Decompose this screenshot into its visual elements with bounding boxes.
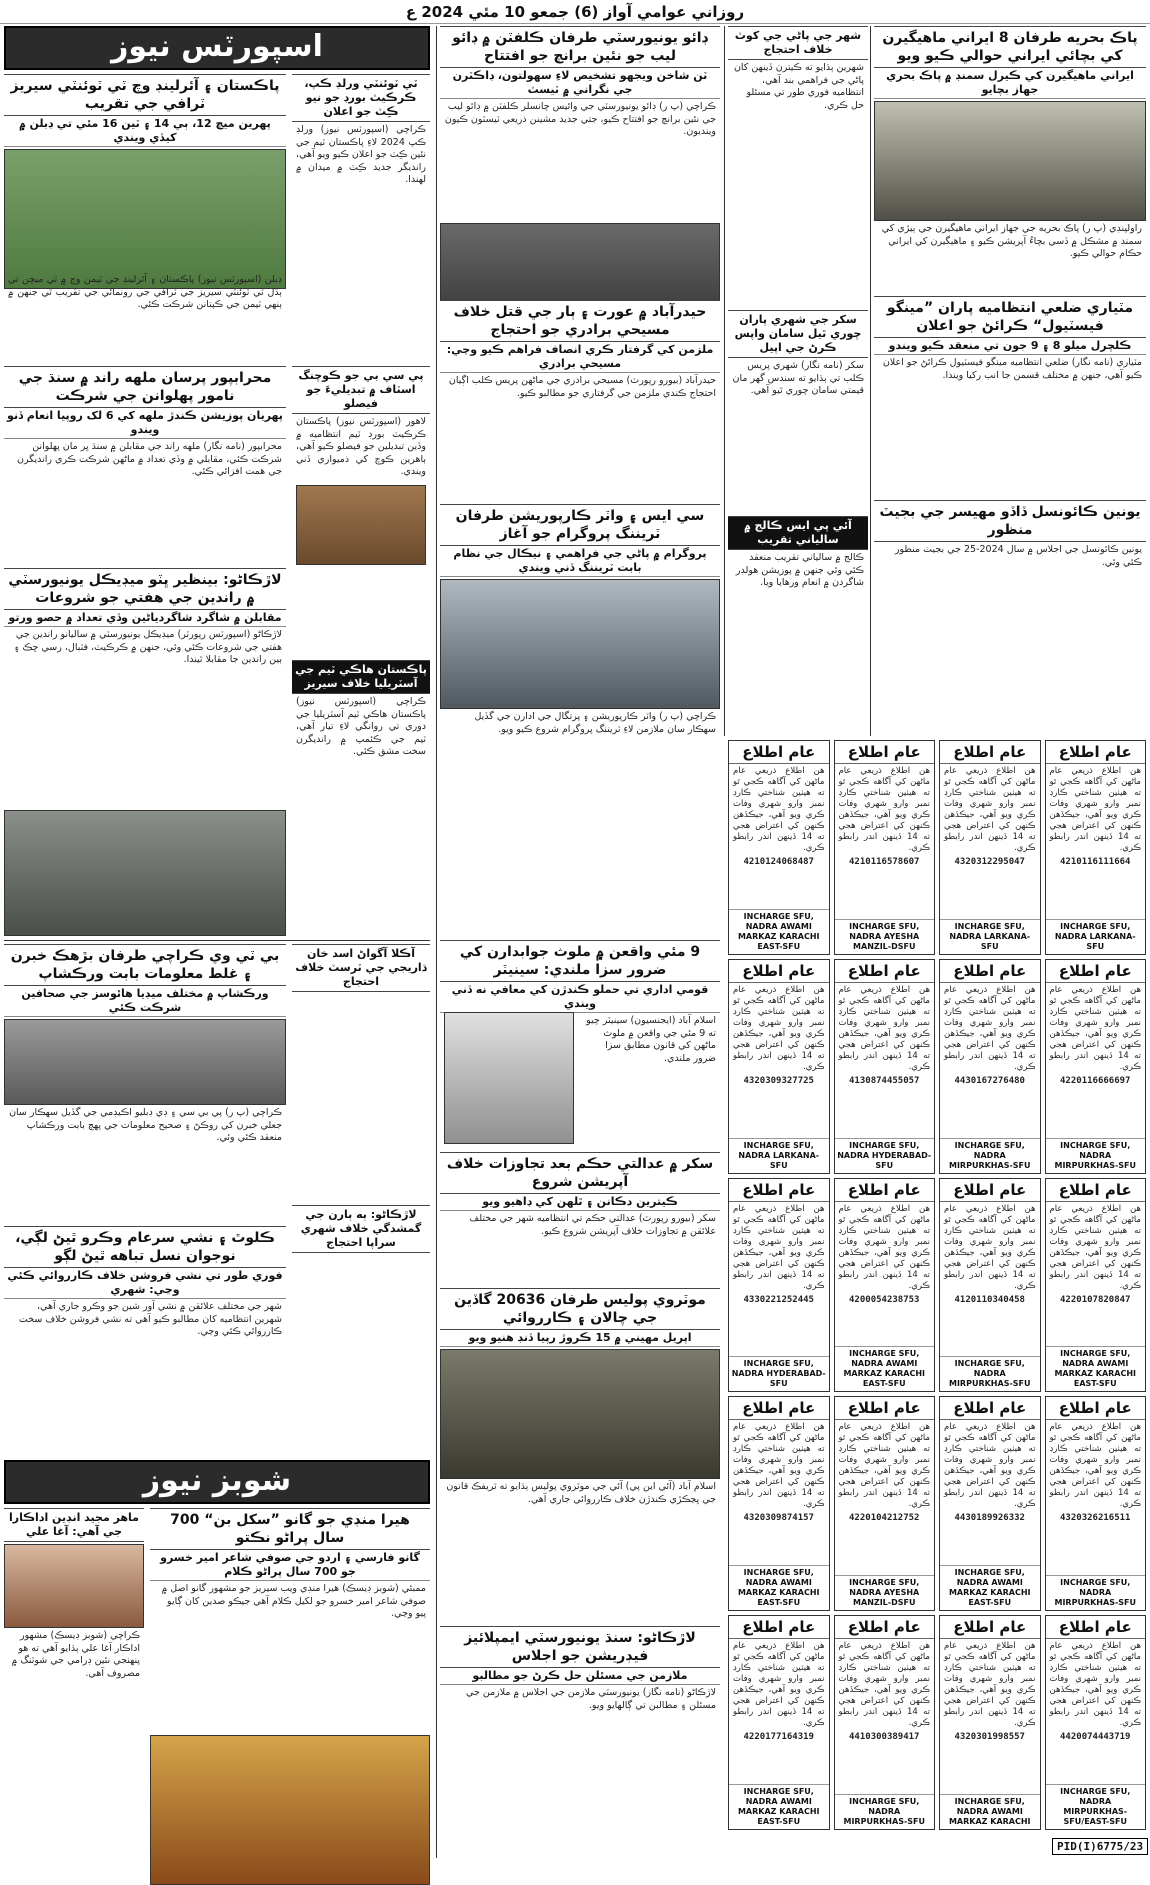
notice-body: [1046, 1420, 1146, 1583]
press-subhead: ورڪشاپ ۾ مختلف ميڊيا هائوسز جي صحافين شرڪت ڪئي: [4, 986, 286, 1017]
notice-footer: INCHARGE SFU, NADRA MIRPURKHAS-SFU: [835, 1794, 935, 1829]
sports-lead-body: [4, 272, 286, 364]
notice-title: عام اطلاع: [835, 1179, 935, 1202]
youth-body: شهر جي مختلف علائقن ۾ نشي آور شين جو وڪرو جاري آهي، شهرين انتظاميه کان مطالبو ڪيو آهي ته نشي فروشن خلاف سخت ڪارروائي ڪئي وڃي.: [18, 1301, 282, 1337]
notice-body: [1046, 1639, 1146, 1802]
right-r2-body: مٽياري (نامه نگار) ضلعي انتظاميه مينگو فيسٽيول ڪرائڻ جو اعلان ڪيو آهي، جنهن ۾ مختلف قسمن جا انب رکيا ويندا.: [882, 357, 1142, 381]
sports-story2: [4, 366, 286, 566]
notice-box: [834, 959, 936, 1174]
showbiz-side-article: [4, 1508, 144, 1856]
notice-body: [940, 1639, 1040, 1802]
notice-footer: INCHARGE SFU, NADRA LARKANA-SFU: [729, 1138, 829, 1173]
notice-body-text: هن اطلاع ذريعي عام ماڻهن کي آگاهه ڪجي ٿو ته هيٺين شناختي ڪارڊ نمبر وارو شهري وفات ڪري ويو آهي، جيڪڏهن ڪنهن کي اعتراض هجي ته 14 ڏينهن اندر رابطو ڪري.: [944, 1422, 1036, 1510]
sports-side2-body: لاهور (اسپورٽس نيوز) پاڪستان ڪرڪيٽ بورڊ ٽيم انتظاميه ۾ وڏين تبديلين جو فيصلو ڪيو آهي، ٻاهرين ڪوچ کي ذميواري ڏني ويندي.: [296, 416, 426, 477]
notice-footer: INCHARGE SFU, NADRA AYESHA MANZIL-DSFU: [835, 919, 935, 954]
notice-title: عام اطلاع: [940, 1616, 1040, 1639]
notice-box: [728, 740, 830, 955]
notice-cnic: 4320301998557: [954, 1732, 1025, 1743]
right-story1: [874, 26, 1146, 278]
notice-cnic: 4210116578607: [849, 857, 920, 867]
notice-body: [835, 1420, 935, 1583]
youth-article: [4, 1226, 286, 1456]
center-s5-headline: سکر ۾ عدالتي حڪم بعد تجاوزات خلاف آپريشن شروع: [440, 1152, 720, 1194]
notice-cnic: 4120110340458: [954, 1294, 1025, 1305]
notice-body-text: هن اطلاع ذريعي عام ماڻهن کي آگاهه ڪجي ٿو ته هيٺين شناختي ڪارڊ نمبر وارو شهري وفات ڪري ويو آهي، جيڪڏهن ڪنهن کي اعتراض هجي ته 14 ڏينهن اندر رابطو ڪري.: [733, 1203, 825, 1291]
center-s1-body: ڪراچي (پ ر) ڊائو يونيورسٽي جي وائيس چانسلر ڪلفٽن ۾ ڊائو ليب جي نئين برانچ جو افتتاح ڪيو، جتي جديد مشينن ذريعي ٽيسٽون ڪيون وينديون.: [444, 101, 716, 137]
notice-body-text: هن اطلاع ذريعي عام ماڻهن کي آگاهه ڪجي ٿو ته هيٺين شناختي ڪارڊ نمبر وارو شهري وفات ڪري ويو آهي، جيڪڏهن ڪنهن کي اعتراض هجي ته 14 ڏينهن اندر رابطو ڪري.: [733, 984, 825, 1072]
right-r2-headline: مٽياري ضلعي انتظاميه پاران ”مينگو فيسٽيول“ ڪرائڻ جو اعلان: [874, 296, 1146, 338]
column-rule: [436, 26, 437, 1858]
notice-body-text: هن اطلاع ذريعي عام ماڻهن کي آگاهه ڪجي ٿو ته هيٺين شناختي ڪارڊ نمبر وارو شهري وفات ڪري ويو آهي، جيڪڏهن ڪنهن کي اعتراض هجي ته 14 ڏينهن اندر رابطو ڪري.: [944, 766, 1036, 853]
notice-body: [1046, 1202, 1146, 1365]
right-r2-subhead: ڪلچرل ميلو 8 ۽ 9 جون تي منعقد ڪيو ويندو: [874, 338, 1146, 355]
press-photo: [4, 1019, 286, 1105]
notice-title: عام اطلاع: [1046, 1397, 1146, 1420]
middle-m1-body: شهرين ٻڌايو ته ڪيترن ڏينهن کان پاڻي جي فراهمي بند آهي، انتظاميه فوري طور تي مسئلو حل ڪري.: [733, 62, 864, 111]
notice-body: [835, 983, 935, 1146]
notice-body-text: هن اطلاع ذريعي عام ماڻهن کي آگاهه ڪجي ٿو ته هيٺين شناختي ڪارڊ نمبر وارو شهري وفات ڪري ويو آهي، جيڪڏهن ڪنهن کي اعتراض هجي ته 14 ڏينهن اندر رابطو ڪري.: [733, 766, 825, 853]
sports-story2-subhead: پهريان پوزيشن ڪندڙ ملهه کي 6 لک روپيا انعام ڏنو ويندو: [4, 408, 286, 439]
notice-box: [939, 1396, 1041, 1611]
notice-cnic: 4420074443719: [1060, 1732, 1131, 1743]
notice-footer: INCHARGE SFU, NADRA AWAMI MARKAZ KARACHI EAST-SFU: [1046, 1346, 1146, 1391]
notice-title: عام اطلاع: [835, 1397, 935, 1420]
center-story4: [440, 940, 720, 1150]
sports-side2-headline: پي سي بي جو ڪوچنگ اسٽاف ۾ تبديليءَ جو فيصلو: [292, 366, 430, 414]
pid-code: PID(I)6775/23: [1052, 1838, 1148, 1855]
notice-box: [1045, 1396, 1147, 1611]
mid-note2: [292, 1205, 430, 1285]
notice-footer: INCHARGE SFU, NADRA LARKANA-SFU: [1046, 919, 1146, 954]
notice-box: [939, 1615, 1041, 1830]
notice-body: [729, 1202, 829, 1365]
notice-box: [728, 1178, 830, 1393]
notice-cnic: 4430189926332: [954, 1513, 1025, 1524]
middle-story2: [728, 310, 868, 510]
notice-title: عام اطلاع: [729, 960, 829, 983]
showbiz-side-body: ڪراچي (شوبز ڊيسڪ) مشهور اداڪار آغا علي ٻڌايو آهي ته هو پنهنجي نئين ڊرامي جي شوٽنگ ۾ مصروف آهي.: [11, 1630, 140, 1679]
notice-title: عام اطلاع: [729, 1397, 829, 1420]
sports-side2-photo: [296, 485, 426, 565]
notice-title: عام اطلاع: [940, 1179, 1040, 1202]
notice-title: عام اطلاع: [835, 960, 935, 983]
notice-box: [1045, 1178, 1147, 1393]
center-s2-headline: حيدرآباد ۾ عورت ۽ ٻار جي قتل خلاف مسيحي برادري جو احتجاج: [440, 300, 720, 342]
notice-box: [834, 1615, 936, 1830]
center-s4-photo: [444, 1012, 574, 1144]
notice-body-text: هن اطلاع ذريعي عام ماڻهن کي آگاهه ڪجي ٿو ته هيٺين شناختي ڪارڊ نمبر وارو شهري وفات ڪري ويو آهي، جيڪڏهن ڪنهن کي اعتراض هجي ته 14 ڏينهن اندر رابطو ڪري.: [733, 1422, 825, 1510]
notice-footer: INCHARGE SFU, NADRA LARKANA-SFU: [940, 919, 1040, 954]
notice-box: [939, 1178, 1041, 1393]
center-s4-headline: 9 مئي واقعن ۾ ملوث جوابدارن کي ضرور سزا ملندي: سينيٽر: [440, 940, 720, 982]
notice-title: عام اطلاع: [1046, 1616, 1146, 1639]
notice-body: [729, 1420, 829, 1583]
notice-cnic: 4210124068487: [743, 857, 814, 867]
notice-title: عام اطلاع: [1046, 960, 1146, 983]
notice-cnic: 4220116666697: [1060, 1075, 1131, 1086]
mid-note2-headline: لاڙڪاڻو: ٻه ٻارن جي گمشدگي خلاف شهري سراپا احتجاج: [292, 1205, 430, 1253]
sports-side1-headline: ٽي ٽوئنٽي ورلڊ ڪپ، ڪرڪيٽ بورڊ جو نيو ڪِٽ جو اعلان: [292, 74, 430, 122]
center-story6: [440, 1288, 720, 1618]
notice-footer: INCHARGE SFU, NADRA AWAMI MARKAZ KARACHI EAST-SFU: [940, 1565, 1040, 1610]
notice-cnic: 4330221252445: [743, 1294, 814, 1305]
notice-footer: INCHARGE SFU, NADRA MIRPURKHAS-SFU: [1046, 1138, 1146, 1173]
center-s4-body: اسلام آباد (ايجنسيون) سينيٽر چيو ته 9 مئي جي واقعن ۾ ملوث ماڻهن کي قانون مطابق سزا ضرور ملندي.: [586, 1015, 716, 1064]
right-story2: [874, 296, 1146, 496]
sports-side2: [292, 366, 430, 656]
notice-body: [940, 764, 1040, 927]
notice-box: [939, 959, 1041, 1174]
column-rule: [724, 26, 725, 736]
notice-body-text: هن اطلاع ذريعي عام ماڻهن کي آگاهه ڪجي ٿو ته هيٺين شناختي ڪارڊ نمبر وارو شهري وفات ڪري ويو آهي، جيڪڏهن ڪنهن کي اعتراض هجي ته 14 ڏينهن اندر رابطو ڪري.: [838, 984, 931, 1072]
showbiz-banner: شوبز نيوز: [4, 1460, 430, 1504]
notice-box: [834, 740, 936, 955]
notice-footer: INCHARGE SFU, NADRA AWAMI MARKAZ KARACHI: [940, 1794, 1040, 1829]
center-s7-subhead: ملازمن جي مسئلن حل ڪرڻ جو مطالبو: [440, 1668, 720, 1685]
youth-headline: ڪلوٿ ۽ نشي سرعام وڪرو ٿيڻ لڳي، نوجوان نسل تباهه ٿيڻ لڳو: [4, 1226, 286, 1268]
middle-m4-body: يونين ڪائونسل جي اجلاس ۾ سال 2024-25 جي بجيٽ منظور ڪئي وئي.: [894, 544, 1142, 568]
showbiz-lead-article: [150, 1508, 430, 1856]
center-s3-subhead: پروگرام ۾ پاڻي جي فراهمي ۽ نيڪال جي نظام بابت ٽريننگ ڏني ويندي: [440, 546, 720, 577]
right-r1-photo: [874, 101, 1146, 221]
center-s3-headline: سي ايس ۽ واٽر ڪارپوريشن طرفان ٽريننگ پروگرام جو آغاز: [440, 504, 720, 546]
center-s1-subhead: ٽن شاخن ويجهو تشخيص لاءِ سهولتون، ڊاڪٽرن جي نگراني ۾ ٽيسٽ: [440, 68, 720, 99]
notice-body-text: هن اطلاع ذريعي عام ماڻهن کي آگاهه ڪجي ٿو ته هيٺين شناختي ڪارڊ نمبر وارو شهري وفات ڪري ويو آهي، جيڪڏهن ڪنهن کي اعتراض هجي ته 14 ڏينهن اندر رابطو ڪري.: [1049, 1641, 1142, 1729]
notice-footer: INCHARGE SFU, NADRA MIRPURKHAS-SFU: [940, 1356, 1040, 1391]
notice-footer: INCHARGE SFU, NADRA HYDERABAD-SFU: [835, 1138, 935, 1173]
notice-body: [1046, 764, 1146, 927]
showbiz-lead-headline: هيرا منڊي جو گانو ”سکل بن“ 700 سال پراڻو نڪتو: [150, 1508, 430, 1550]
middle-m3-body: ڪالج ۾ سالياني تقريب منعقد ڪئي وئي جنهن ۾ پوزيشن هولڊر شاگردن ۾ انعام ورهايا ويا.: [735, 552, 864, 588]
center-story1: [440, 26, 720, 296]
sports-story3-body: لاڙڪاڻو (اسپورٽس رپورٽر) ميڊيڪل يونيورسٽي ۾ ساليانو راندين جي هفتي جي شروعات ڪئي وئي، جنهن ۾ ڪرڪيٽ، فٽبال، رسي ڇڪ ۽ ٻين راندين جا مقابلا ٿيندا.: [13, 629, 282, 665]
notice-cnic: 4220107820847: [1060, 1294, 1131, 1305]
sports-story3-headline: لاڙڪاڻو: بينظير ڀٽو ميڊيڪل يونيورسٽي ۾ راندين جي هفتي جو شروعات: [4, 568, 286, 610]
notice-footer: INCHARGE SFU, NADRA MIRPURKHAS-SFU: [940, 1138, 1040, 1173]
press-body: ڪراچي (پ ر) پي بي سي ۽ ڊي ڊبليو اڪيڊمي جي گڏيل سهڪار سان جعلي خبرن کي روڪڻ ۽ صحيح معلومات جي پهچ بابت ورڪشاپ منعقد ڪئي وئي.: [9, 1107, 282, 1143]
sports-side1: [292, 74, 430, 270]
right-r1-body: راولپنڊي (پ ر) پاڪ بحريه جي جهاز ايراني ماهيگيرن جي ٻيڙي کي سمنڊ ۾ مشڪل ۾ ڏسي بچاءُ آپريشن ڪيو ۽ ماهيگيرن کي ايراني حڪام حوالي ڪيو.: [881, 223, 1142, 259]
notice-body: [1046, 983, 1146, 1146]
middle-story4: [728, 500, 1146, 736]
middle-m3-headline: آئي پي ايس ڪالج ۾ سالياني تقريب: [728, 516, 868, 550]
notice-box: [1045, 740, 1147, 955]
notice-title: عام اطلاع: [729, 741, 829, 764]
sports-lead-article: [4, 74, 286, 270]
notice-title: عام اطلاع: [940, 960, 1040, 983]
center-s1-headline: ڊائو يونيورسٽي طرفان ڪلفٽن ۾ ڊائو ليب جو نئين برانچ جو افتتاح: [440, 26, 720, 68]
notice-body: [729, 764, 829, 927]
notice-footer: INCHARGE SFU, NADRA MIRPURKHAS-SFU/EAST-SFU: [1046, 1784, 1146, 1829]
notice-cnic: 4130874455057: [849, 1075, 920, 1086]
notices-grid: [728, 740, 1146, 1830]
center-story3: [440, 504, 720, 924]
notice-footer: INCHARGE SFU, NADRA MIRPURKHAS-SFU: [1046, 1575, 1146, 1610]
notice-cnic: 4320309874157: [743, 1513, 814, 1524]
sports-side3: [292, 660, 430, 940]
notice-body: [940, 983, 1040, 1146]
sports-story3-photo: [4, 810, 286, 936]
center-s3-body: ڪراچي (پ ر) واٽر ڪارپوريشن ۽ پرتگال جي ادارن جي گڏيل سهڪار سان ملازمن لاءِ ٽريننگ پروگرام شروع ڪيو ويو.: [474, 711, 716, 735]
sports-side3-body: ڪراچي (اسپورٽس نيوز) پاڪستان هاڪي ٽيم آسٽريليا جي دوري تي روانگي لاءِ تيار آهي، ٽيم جي ڪئمپ ۾ رانديگرن سخت مشق ڪئي.: [296, 696, 426, 757]
press-article: [4, 944, 286, 1143]
notice-box: [834, 1396, 936, 1611]
notice-cnic: 4320312295047: [954, 857, 1025, 867]
notice-footer: INCHARGE SFU, NADRA AWAMI MARKAZ KARACHI EAST-SFU: [835, 1346, 935, 1391]
notice-box: [939, 740, 1041, 955]
notice-footer: INCHARGE SFU, NADRA AYESHA MANZIL-DSFU: [835, 1575, 935, 1610]
sports-lead-photo: [4, 149, 286, 289]
notice-body-text: هن اطلاع ذريعي عام ماڻهن کي آگاهه ڪجي ٿو ته هيٺين شناختي ڪارڊ نمبر وارو شهري وفات ڪري ويو آهي، جيڪڏهن ڪنهن کي اعتراض هجي ته 14 ڏينهن اندر رابطو ڪري.: [1049, 1203, 1142, 1291]
notice-cnic: 4430167276480: [954, 1075, 1025, 1086]
center-story2: [440, 300, 720, 460]
notice-title: عام اطلاع: [940, 1397, 1040, 1420]
center-s6-body: اسلام آباد (آئي اين پي) آئي جي موٽروي پوليس ٻڌايو ته ٽريفڪ قانون جي ڀڃڪڙي ڪندڙن خلاف ڪارروائي جاري آهي.: [446, 1481, 716, 1505]
center-s6-subhead: اپريل مهيني ۾ 15 ڪروڙ رپيا ڏنڊ هنيو ويو: [440, 1330, 720, 1347]
notice-footer: INCHARGE SFU, NADRA AWAMI MARKAZ KARACHI EAST-SFU: [729, 909, 829, 954]
notice-box: [728, 959, 830, 1174]
showbiz-side-photo: [4, 1544, 144, 1628]
center-s5-subhead: ڪيترين دڪانن ۽ ٿلهن کي ڊاهيو ويو: [440, 1194, 720, 1211]
notice-title: عام اطلاع: [835, 741, 935, 764]
sports-story3: [4, 568, 286, 806]
notice-cnic: 4220177164319: [743, 1732, 814, 1743]
sports-lead-subhead: پهرين ميچ 12، ٻي 14 ۽ ٽين 16 مئي تي ڊبلن ۾ کيڏي ويندي: [4, 116, 286, 147]
right-r1-headline: پاڪ بحريه طرفان 8 ايراني ماهيگيرن کي بچائي ايراني حوالي ڪيو ويو: [874, 26, 1146, 68]
notice-title: عام اطلاع: [835, 1616, 935, 1639]
sports-side3-headline: پاڪستان هاڪي ٽيم جي آسٽريليا خلاف سيريز: [292, 660, 430, 694]
notice-box: [1045, 1615, 1147, 1830]
center-s6-photo: [440, 1349, 720, 1479]
notice-cnic: 4320326216511: [1060, 1513, 1131, 1524]
showbiz-lead-subhead: گانو فارسي ۽ اردو جي صوفي شاعر امير خسرو جو 700 سال پراڻو ڪلام: [150, 1550, 430, 1581]
center-story7: [440, 1626, 720, 1856]
youth-subhead: فوري طور تي نشي فروشن خلاف ڪارروائي ڪئي وڃي: شهري: [4, 1268, 286, 1299]
notice-cnic: 4220104212752: [849, 1513, 920, 1524]
center-story5: [440, 1152, 720, 1282]
showbiz-side-headline: ماهر مجيد انڊين اداڪارا جي آهي: آغا علي: [4, 1508, 144, 1542]
middle-m2-body: سکر (نامه نگار) شهري پريس ڪلب تي ٻڌايو ته سندس گهر مان قيمتي سامان چوري ٿيو آهي.: [732, 360, 864, 396]
notice-body-text: هن اطلاع ذريعي عام ماڻهن کي آگاهه ڪجي ٿو ته هيٺين شناختي ڪارڊ نمبر وارو شهري وفات ڪري ويو آهي، جيڪڏهن ڪنهن کي اعتراض هجي ته 14 ڏينهن اندر رابطو ڪري.: [838, 766, 931, 853]
showbiz-lead-body: ممبئي (شوبز ڊيسڪ) هيرا منڊي ويب سيريز جو مشهور گانو اصل ۾ صوفي شاعر امير خسرو جو لکيل ڪلام آهي جيڪو صدين کان ڳايو پيو وڃي.: [161, 1583, 426, 1619]
center-s6-headline: موٽروي پوليس طرفان 20636 گاڏين جي چالان ۽ ڪارروائي: [440, 1288, 720, 1330]
divider: [4, 940, 430, 941]
notice-footer: INCHARGE SFU, NADRA HYDERABAD-SFU: [729, 1356, 829, 1391]
notice-body-text: هن اطلاع ذريعي عام ماڻهن کي آگاهه ڪجي ٿو ته هيٺين شناختي ڪارڊ نمبر وارو شهري وفات ڪري ويو آهي، جيڪڏهن ڪنهن کي اعتراض هجي ته 14 ڏينهن اندر رابطو ڪري.: [944, 1641, 1036, 1729]
right-r1-subhead: ايراني ماهيگيرن کي ڪيرل سمنڊ ۾ پاڪ بحري جهاز بچايو: [874, 68, 1146, 99]
press-headline: بي ٽي وي ڪراچي طرفان بڙهڪ خبرن ۽ غلط معلومات بابت ورڪشاپ: [4, 944, 286, 986]
masthead: روزاني عوامي آواز (6) جمعو 10 مئي 2024 ع: [0, 0, 1150, 24]
middle-m2-headline: سکر جي شهري پاران چوري ٿيل سامان واپس ڪرڻ جي اپيل: [728, 310, 868, 358]
center-s2-subhead: ملزمن کي گرفتار ڪري انصاف فراهم ڪيو وڃي: مسيحي برادري: [440, 342, 720, 373]
notice-body-text: هن اطلاع ذريعي عام ماڻهن کي آگاهه ڪجي ٿو ته هيٺين شناختي ڪارڊ نمبر وارو شهري وفات ڪري ويو آهي، جيڪڏهن ڪنهن کي اعتراض هجي ته 14 ڏينهن اندر رابطو ڪري.: [1049, 1422, 1142, 1510]
middle-story1: [728, 26, 868, 306]
notice-cnic: 4210116111664: [1060, 857, 1131, 867]
notice-title: عام اطلاع: [1046, 741, 1146, 764]
sports-story2-headline: محرابپور پرسان ملهه راند ۾ سنڌ جي نامور پهلوانن جي شرڪت: [4, 366, 286, 408]
sports-banner: اسپورٽس نيوز: [4, 26, 430, 70]
showbiz-lead-photo: [150, 1735, 430, 1885]
notice-body: [729, 983, 829, 1146]
notice-cnic: 4320309327725: [743, 1075, 814, 1086]
sports-lead-headline: پاڪستان ۽ آئرلينڊ وچ ٽي ٽوئنٽي سيريز ٽرافي جي تقريب: [4, 74, 286, 116]
sports-story2-body: محرابپور (نامه نگار) ملهه راند جي مقابلن ۾ سنڌ ڀر مان پهلوانن شرڪت ڪئي، مقابلي ۾ وڏي تعداد ۾ ماڻهن شرڪت ڪري رانديگرن جي همت افزائي ڪئي.: [17, 441, 282, 477]
sports-lead-body-text: ڊبلن (اسپورٽس نيوز) پاڪستان ۽ آئرلينڊ جي ٽيمن وچ ۾ ٽي ميچن تي ٻڌل ٽي ٽوئنٽي سيريز جي ٽرافي جي رونمائي جي تقريب ٿي جنهن ۾ ٻنهي ٽيمن جي ڪپتانن شرڪت ڪئي.: [8, 274, 282, 310]
notice-box: [728, 1615, 830, 1830]
notice-title: عام اطلاع: [940, 741, 1040, 764]
notice-body-text: هن اطلاع ذريعي عام ماڻهن کي آگاهه ڪجي ٿو ته هيٺين شناختي ڪارڊ نمبر وارو شهري وفات ڪري ويو آهي، جيڪڏهن ڪنهن کي اعتراض هجي ته 14 ڏينهن اندر رابطو ڪري.: [838, 1422, 931, 1510]
center-s2-body: حيدرآباد (بيورو رپورٽ) مسيحي برادري جي ماڻهن پريس ڪلب اڳيان احتجاج ڪندي ملزمن جي گرفتاري جو مطالبو ڪيو.: [448, 375, 716, 399]
sports-story3-subhead: مقابلن ۾ شاگرد شاگردياڻين وڏي تعداد ۾ حصو ورتو: [4, 610, 286, 627]
notice-cnic: 4410300389417: [849, 1732, 920, 1743]
center-s7-headline: لاڙڪاڻو: سنڌ يونيورسٽي ايمپلائيز فيڊريشن جو اجلاس: [440, 1626, 720, 1668]
notice-body-text: هن اطلاع ذريعي عام ماڻهن کي آگاهه ڪجي ٿو ته هيٺين شناختي ڪارڊ نمبر وارو شهري وفات ڪري ويو آهي، جيڪڏهن ڪنهن کي اعتراض هجي ته 14 ڏينهن اندر رابطو ڪري.: [944, 1203, 1036, 1291]
notice-body-text: هن اطلاع ذريعي عام ماڻهن کي آگاهه ڪجي ٿو ته هيٺين شناختي ڪارڊ نمبر وارو شهري وفات ڪري ويو آهي، جيڪڏهن ڪنهن کي اعتراض هجي ته 14 ڏينهن اندر رابطو ڪري.: [838, 1641, 931, 1729]
notice-body-text: هن اطلاع ذريعي عام ماڻهن کي آگاهه ڪجي ٿو ته هيٺين شناختي ڪارڊ نمبر وارو شهري وفات ڪري ويو آهي، جيڪڏهن ڪنهن کي اعتراض هجي ته 14 ڏينهن اندر رابطو ڪري.: [838, 1203, 931, 1291]
center-s3-photo: [440, 579, 720, 709]
notice-body: [729, 1639, 829, 1802]
sports-side1-body: ڪراچي (اسپورٽس نيوز) ورلڊ ڪپ 2024 لاءِ پاڪستان ٽيم جي نئين ڪِٽ جو اعلان ڪيو ويو آهي، رانديگر جديد ڪِٽ ۾ ميدان ۾ لهندا.: [296, 124, 426, 185]
center-s7-body: لاڙڪاڻو (نامه نگار) يونيورسٽي ملازمن جي اجلاس ۾ ملازمن جي مسئلن ۽ مطالبن تي ڳالهايو ويو.: [466, 1687, 716, 1711]
notice-body: [835, 764, 935, 927]
notice-title: عام اطلاع: [729, 1616, 829, 1639]
notice-footer: INCHARGE SFU, NADRA AWAMI MARKAZ KARACHI EAST-SFU: [729, 1565, 829, 1610]
notice-footer: INCHARGE SFU, NADRA AWAMI MARKAZ KARACHI EAST-SFU: [729, 1784, 829, 1829]
notice-cnic: 4200054238753: [849, 1294, 920, 1305]
notice-box: [728, 1396, 830, 1611]
notice-body-text: هن اطلاع ذريعي عام ماڻهن کي آگاهه ڪجي ٿو ته هيٺين شناختي ڪارڊ نمبر وارو شهري وفات ڪري ويو آهي، جيڪڏهن ڪنهن کي اعتراض هجي ته 14 ڏينهن اندر رابطو ڪري.: [733, 1641, 825, 1729]
notice-title: عام اطلاع: [729, 1179, 829, 1202]
center-s5-body: سکر (بيورو رپورٽ) عدالتي حڪم تي انتظاميه شهر جي مختلف علائقن ۾ تجاوزات خلاف آپريشن شروع ڪيو.: [469, 1213, 716, 1237]
notice-body: [835, 1202, 935, 1365]
notice-body: [835, 1639, 935, 1802]
notice-body-text: هن اطلاع ذريعي عام ماڻهن کي آگاهه ڪجي ٿو ته هيٺين شناختي ڪارڊ نمبر وارو شهري وفات ڪري ويو آهي، جيڪڏهن ڪنهن کي اعتراض هجي ته 14 ڏينهن اندر رابطو ڪري.: [1049, 766, 1142, 853]
notice-box: [1045, 959, 1147, 1174]
notice-body-text: هن اطلاع ذريعي عام ماڻهن کي آگاهه ڪجي ٿو ته هيٺين شناختي ڪارڊ نمبر وارو شهري وفات ڪري ويو آهي، جيڪڏهن ڪنهن کي اعتراض هجي ته 14 ڏينهن اندر رابطو ڪري.: [1049, 984, 1142, 1072]
middle-m4-headline: يونين ڪائونسل ڏاڏو مهيسر جي بجيٽ منظور: [874, 500, 1146, 542]
notice-body-text: هن اطلاع ذريعي عام ماڻهن کي آگاهه ڪجي ٿو ته هيٺين شناختي ڪارڊ نمبر وارو شهري وفات ڪري ويو آهي، جيڪڏهن ڪنهن کي اعتراض هجي ته 14 ڏينهن اندر رابطو ڪري.: [944, 984, 1036, 1072]
center-s4-subhead: قومي اداري تي حملو ڪندڙن کي معافي نه ڏني ويندي: [440, 982, 720, 1013]
notice-body: [940, 1202, 1040, 1365]
mid-note1-headline: آڪلا آگواڻ اسد خان ڌاريجي جي ٽرسٽ خلاف احتجاج: [292, 944, 430, 992]
notice-body: [940, 1420, 1040, 1583]
notice-box: [834, 1178, 936, 1393]
middle-m1-headline: شهر جي پاڻي جي کوٽ خلاف احتجاج: [728, 26, 868, 60]
mid-note1: [292, 944, 430, 1044]
notice-title: عام اطلاع: [1046, 1179, 1146, 1202]
